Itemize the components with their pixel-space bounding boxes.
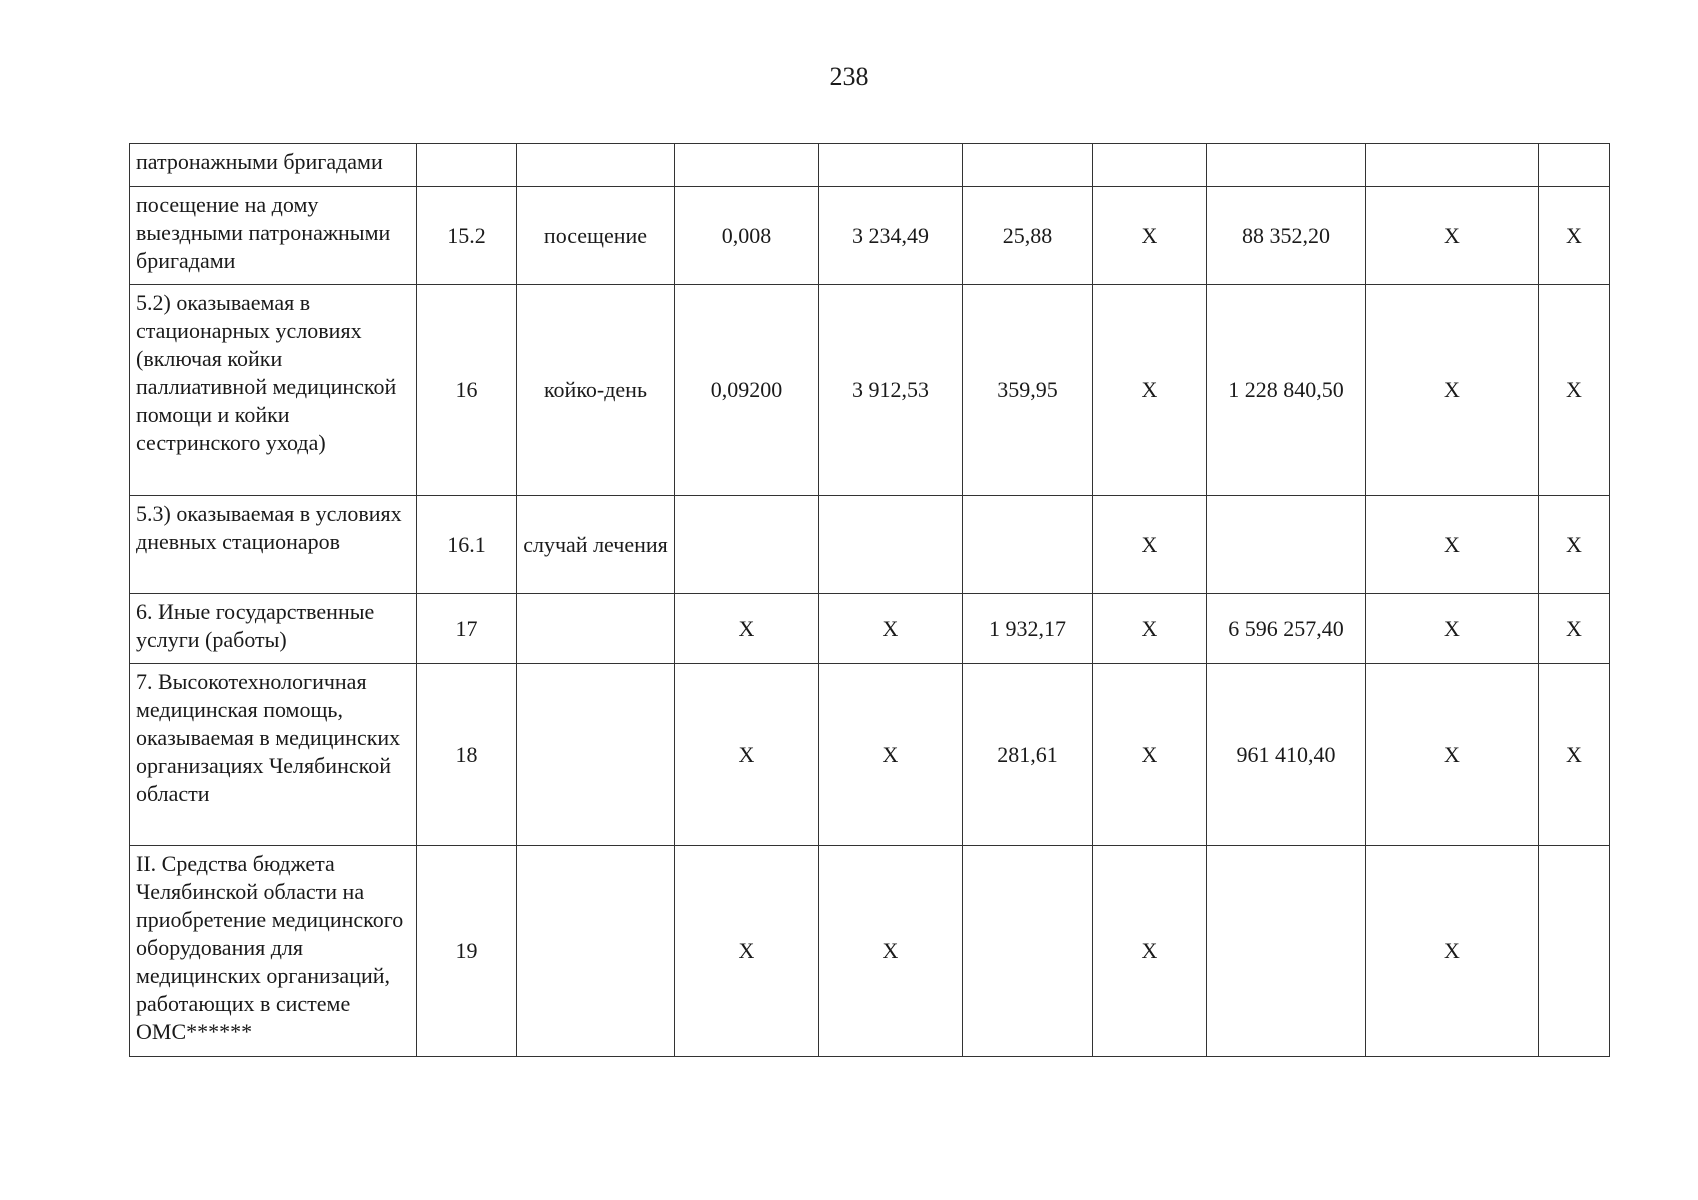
- row-value-cell: Х: [1093, 664, 1207, 846]
- row-code-cell: 16.1: [417, 496, 517, 594]
- row-value-cell: [1539, 846, 1610, 1057]
- row-value-cell: 0,09200: [675, 285, 819, 496]
- row-unit-cell: [517, 594, 675, 664]
- row-name-cell: 7. Высокотехнологичная медицинская помощь, оказываемая в медицинских организациях Челябинской области: [130, 664, 417, 846]
- row-value-cell: [1207, 496, 1366, 594]
- row-value-cell: Х: [1366, 664, 1539, 846]
- row-name-cell: патронажными бригадами: [130, 144, 417, 187]
- row-name-cell: 5.3) оказываемая в условиях дневных стационаров: [130, 496, 417, 594]
- row-unit-cell: [517, 846, 675, 1057]
- row-value-cell: 88 352,20: [1207, 187, 1366, 285]
- row-value-cell: 1 228 840,50: [1207, 285, 1366, 496]
- row-value-cell: [675, 496, 819, 594]
- row-value-cell: 6 596 257,40: [1207, 594, 1366, 664]
- row-value-cell: [963, 144, 1093, 187]
- row-value-cell: Х: [819, 594, 963, 664]
- row-code-cell: 17: [417, 594, 517, 664]
- row-code-cell: [417, 144, 517, 187]
- row-value-cell: Х: [1366, 285, 1539, 496]
- row-value-cell: Х: [675, 594, 819, 664]
- page-number: 238: [829, 62, 869, 91]
- table-row: [130, 846, 1610, 1057]
- row-code-cell: 15.2: [417, 187, 517, 285]
- table-row: [130, 594, 1610, 664]
- row-value-cell: [819, 144, 963, 187]
- row-value-cell: [819, 496, 963, 594]
- row-value-cell: 359,95: [963, 285, 1093, 496]
- row-value-cell: [1539, 144, 1610, 187]
- row-value-cell: 961 410,40: [1207, 664, 1366, 846]
- row-code-cell: 18: [417, 664, 517, 846]
- row-value-cell: Х: [1093, 846, 1207, 1057]
- row-value-cell: [1366, 144, 1539, 187]
- row-name-cell: 5.2) оказываемая в стационарных условиях (включая койки паллиативной медицинской помощи и койки сестринского ухода): [130, 285, 417, 496]
- row-value-cell: [1207, 144, 1366, 187]
- row-value-cell: Х: [1366, 187, 1539, 285]
- row-value-cell: Х: [1366, 594, 1539, 664]
- row-value-cell: [1093, 144, 1207, 187]
- row-unit-cell: случай лечения: [517, 496, 675, 594]
- row-code-cell: 19: [417, 846, 517, 1057]
- row-value-cell: Х: [819, 846, 963, 1057]
- row-unit-cell: [517, 664, 675, 846]
- row-value-cell: Х: [1093, 496, 1207, 594]
- table-row: [130, 187, 1610, 285]
- row-unit-cell: койко-день: [517, 285, 675, 496]
- row-value-cell: 281,61: [963, 664, 1093, 846]
- data-table: [129, 143, 1610, 1057]
- row-value-cell: Х: [675, 664, 819, 846]
- row-value-cell: Х: [1539, 187, 1610, 285]
- row-value-cell: Х: [1093, 285, 1207, 496]
- row-unit-cell: [517, 144, 675, 187]
- table-row: [130, 144, 1610, 187]
- row-value-cell: [1207, 846, 1366, 1057]
- row-value-cell: Х: [819, 664, 963, 846]
- row-value-cell: 0,008: [675, 187, 819, 285]
- row-value-cell: 3 234,49: [819, 187, 963, 285]
- table-row: [130, 496, 1610, 594]
- row-value-cell: 3 912,53: [819, 285, 963, 496]
- row-value-cell: Х: [675, 846, 819, 1057]
- row-value-cell: [675, 144, 819, 187]
- row-value-cell: Х: [1539, 664, 1610, 846]
- row-unit-cell: посещение: [517, 187, 675, 285]
- row-value-cell: Х: [1539, 496, 1610, 594]
- row-value-cell: Х: [1539, 285, 1610, 496]
- row-name-cell: посещение на дому выездными патронажными бригадами: [130, 187, 417, 285]
- row-value-cell: [963, 846, 1093, 1057]
- row-value-cell: Х: [1093, 187, 1207, 285]
- row-value-cell: Х: [1366, 846, 1539, 1057]
- row-code-cell: 16: [417, 285, 517, 496]
- table-row: [130, 664, 1610, 846]
- row-name-cell: II. Средства бюджета Челябинской области на приобретение медицинского оборудования для медицинских организаций, работающих в системе ОМС******: [130, 846, 417, 1057]
- row-name-cell: 6. Иные государственные услуги (работы): [130, 594, 417, 664]
- row-value-cell: 1 932,17: [963, 594, 1093, 664]
- row-value-cell: Х: [1093, 594, 1207, 664]
- row-value-cell: Х: [1539, 594, 1610, 664]
- table-row: [130, 285, 1610, 496]
- row-value-cell: 25,88: [963, 187, 1093, 285]
- row-value-cell: [963, 496, 1093, 594]
- row-value-cell: Х: [1366, 496, 1539, 594]
